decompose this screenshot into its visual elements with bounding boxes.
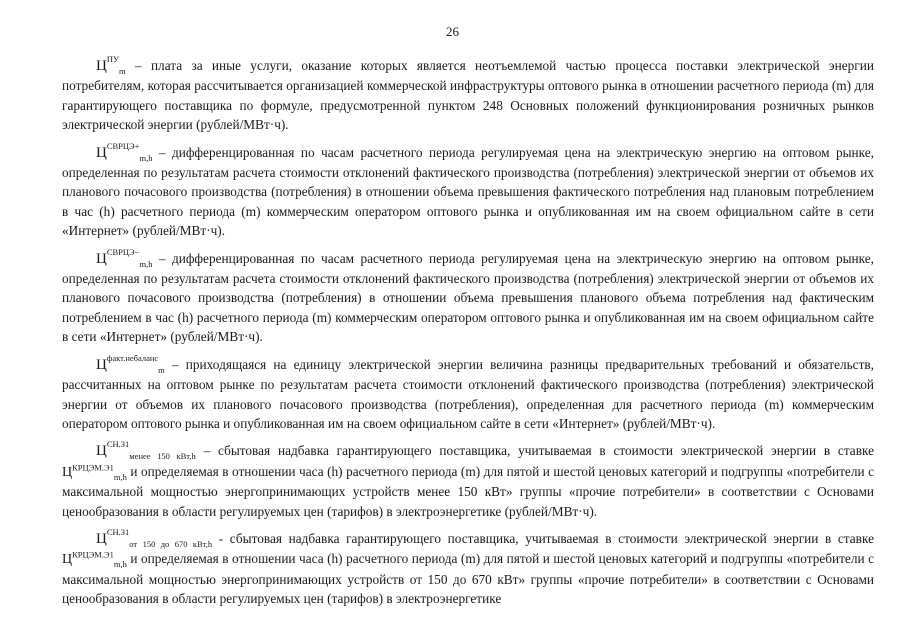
formula-symbol: $Ц^{СН.З1}_{менее 150 кВт,h}$ [96, 439, 196, 462]
definition-paragraph [62, 56, 874, 135]
definition-text: и определяемая в отношении часа (h) расчетного периода (m) для пятой и шестой ценовых категорий и подгруппы «потребители с максимальной мощностью энергопринимающих устройств от 150 до 670 кВт» группы «прочие потребители» в соответствии с Основами ценообразования в области регулируемых цен (тарифов) в электроэнергетике [62, 551, 874, 607]
definition-text: - сбытовая надбавка гарантирующего поставщика, учитываемая в стоимости электрической энергии в ставке [218, 530, 874, 546]
definition-paragraph [62, 441, 874, 521]
definition-text: и определяемая в отношении часа (h) расчетного периода (m) для пятой и шестой ценовых категорий и подгруппы «потребители с максимальной мощностью энергопринимающих устройств менее 150 кВт» группы «прочие потребители» в соответствии с Основами ценообразования в области регулируемых цен (тарифов) в электроэнергетике (рублей/МВт·ч). [62, 463, 874, 519]
page-number: 26 [446, 24, 459, 39]
formula-symbol: $Ц^{факт.небаланс}_m$ [96, 352, 165, 375]
formula-symbol: $Ц^{ПУ}_m$ [96, 54, 126, 76]
definition-text: – дифференцированная по часам расчетного периода регулируемая цена на электрическую энергию на оптовом рынке, определенная по результатам расчета стоимости отклонений фактического производства (потребления) электрической энергии от объемов их планового почасового производства (потребления) в отношении объема превышения фактического потребления над плановым потреблением в час (h) расчетного периода (m) коммерческим оператором оптового рынка и опубликованная им на своем официальном сайте в сети «Интернет» (рублей/МВт·ч). [62, 144, 875, 239]
definition-text: – дифференцированная по часам расчетного периода регулируемая цена на электрическую энергию на оптовом рынке, определенная по результатам расчета стоимости отклонений фактического производства (потребления) электрической энергии от объемов их планового почасового производства (потребления) в отношении объема превышения планового объема потребления над фактическим потреблением в час (h) расчетного периода (m) коммерческим оператором оптового рынка и опубликованная им на своем официальном сайте в сети «Интернет» (рублей/МВт·ч). [62, 250, 875, 345]
formula-symbol: $Ц^{СВРЦЭ+}_{m,h}$ [96, 140, 153, 163]
definition-text: – сбытовая надбавка гарантирующего поставщика, учитываемая в стоимости электрической энергии в ставке [203, 443, 875, 459]
definition-text: – плата за иные услуги, оказание которых является неотъемлемой частью процесса поставки электрической энергии потребителям, которая рассчитывается организацией коммерческой инфраструктуры оптового рынка в отношении расчетного периода (m) для гарантирующего поставщика по формуле, предусмотренной пунктом 248 Основных положений функционирования розничных рынков электрической энергии (рублей/МВт·ч). [62, 58, 874, 133]
definitions-body [62, 56, 874, 617]
formula-symbol: $Ц^{СН.З1}_{от 150 до 670 кВт,h}$ [96, 526, 213, 549]
definition-paragraph [62, 140, 875, 241]
definition-paragraph [62, 246, 875, 347]
inline-formula-symbol: $Ц^{КРЦЭМ.Э1}_{m,h}$ [62, 549, 127, 570]
definition-text: – приходящаяся на единицу электрической энергии величина разницы предварительных требований и обязательств, рассчитанных на оптовом рынке по результатам расчета стоимости отклонений фактического производства (потребления) электрической энергии от объемов их планового почасового производства (потребления), определенная для расчетного периода (m) коммерческим оператором оптового рынка и опубликованная им на своем официальном сайте в сети «Интернет» (рублей/МВт·ч). [62, 356, 874, 431]
definition-paragraph [62, 526, 874, 609]
formula-symbol: $Ц^{СВРЦЭ-}_{m,h}$ [96, 246, 153, 269]
definition-paragraph [62, 352, 874, 434]
inline-formula-symbol: $Ц^{КРЦЭМ.Э1}_{m,h}$ [62, 462, 127, 482]
